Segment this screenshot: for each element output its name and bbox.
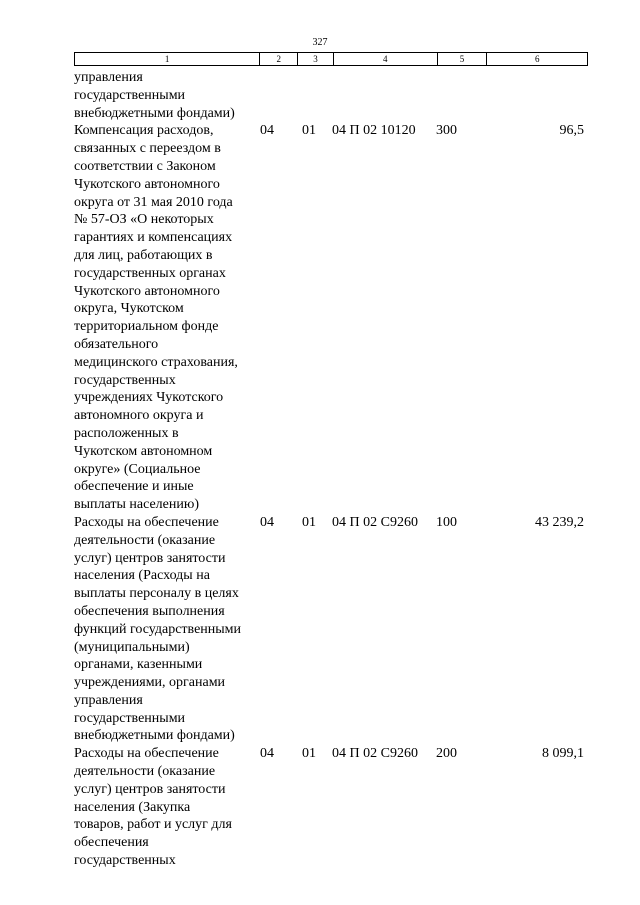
page-number: 327 <box>312 37 328 48</box>
row-amount: 43 239,2 <box>535 514 584 530</box>
row-amount: 8 099,1 <box>542 746 584 762</box>
row-section: 04 <box>260 746 274 762</box>
row-section: 04 <box>260 514 274 530</box>
row-target-code: 04 П 02 С9260 <box>332 746 418 762</box>
row-section: 04 <box>260 123 274 139</box>
row-target-code: 04 П 02 10120 <box>332 123 416 139</box>
column-header-3: 3 <box>298 53 334 65</box>
row-target-code: 04 П 02 С9260 <box>332 514 418 530</box>
row-target-code <box>332 69 436 122</box>
table-row <box>74 122 594 514</box>
column-header-2: 2 <box>260 53 298 65</box>
row-section <box>260 69 302 122</box>
row-amount: 96,5 <box>559 123 584 139</box>
row-subsection: 01 <box>302 514 316 530</box>
column-header-6: 6 <box>534 54 540 64</box>
row-expense-type: 100 <box>436 514 457 530</box>
table-body <box>74 69 594 870</box>
row-subsection: 01 <box>302 746 316 762</box>
row-description: Расходы на обеспечение деятельности (оказание услуг) центров занятости населения (Закупка товаров, работ и услуг для обеспечения государственных <box>74 746 232 869</box>
column-header-5: 5 <box>438 53 488 65</box>
column-header-1: 1 <box>75 53 260 65</box>
table-row <box>74 69 594 122</box>
table-row <box>74 745 594 870</box>
row-amount <box>486 69 584 122</box>
column-header-4: 4 <box>334 53 438 65</box>
table-row <box>74 514 594 745</box>
row-description: Компенсация расходов, связанных с переездом в соответствии с Законом Чукотского автономного округа от 31 мая 2010 года № 57-ОЗ «О некоторых гарантиях и компенсациях для лиц, работающих в государственных органах Чукотского автономного округа, Чукотском территориальном фонде обязательного медицинского страхования, государственных учреждениях Чукотского автономного округа и расположенных в Чукотском автономном округе» (Социальное обеспечение и иные выплаты населению) <box>74 123 238 513</box>
row-expense-type <box>436 69 486 122</box>
row-description: управления государственными внебюджетными фондами) <box>74 70 235 121</box>
row-subsection: 01 <box>302 123 316 139</box>
row-subsection <box>302 69 332 122</box>
table-header <box>74 52 588 66</box>
row-expense-type: 300 <box>436 123 457 139</box>
row-expense-type: 200 <box>436 746 457 762</box>
row-description: Расходы на обеспечение деятельности (оказание услуг) центров занятости населения (Расходы на выплаты персоналу в целях обеспечения выполнения функций государственными (муниципальными) органами, казенными учреждениями, органами управления государственными внебюджетными фондами) <box>74 514 242 744</box>
